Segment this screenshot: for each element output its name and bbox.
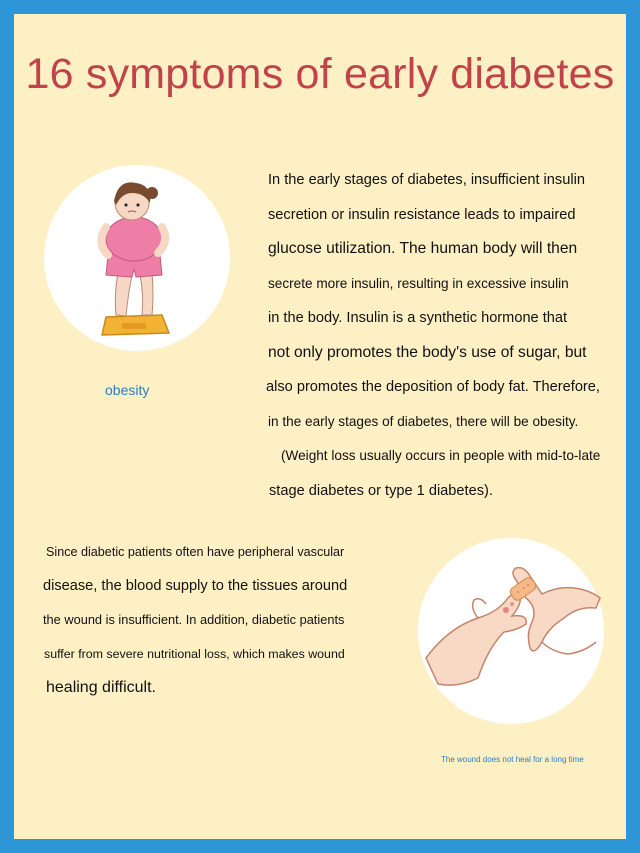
text-line: healing difficult. bbox=[46, 679, 156, 696]
text-line: not only promotes the body's use of sugar, but bbox=[268, 343, 587, 361]
text-line: secretion or insulin resistance leads to impaired bbox=[268, 206, 576, 223]
obesity-paragraph bbox=[264, 165, 614, 510]
page-title: 16 symptoms of early diabetes bbox=[25, 50, 615, 98]
text-line: Since diabetic patients often have peripheral vascular bbox=[46, 545, 345, 559]
text-line: in the early stages of diabetes, there will be obesity. bbox=[268, 413, 579, 429]
wound-paragraph bbox=[40, 540, 380, 710]
text-line: (Weight loss usually occurs in people with mid-to-late bbox=[281, 448, 601, 463]
text-line: In the early stages of diabetes, insufficient insulin bbox=[268, 172, 585, 188]
text-line: secrete more insulin, resulting in excessive insulin bbox=[268, 275, 569, 291]
text-line: stage diabetes or type 1 diabetes). bbox=[269, 482, 493, 499]
text-line: glucose utilization. The human body will then bbox=[268, 240, 578, 257]
text-line: disease, the blood supply to the tissues around bbox=[43, 578, 348, 594]
obesity-illustration bbox=[44, 165, 230, 351]
wound-illustration bbox=[418, 538, 604, 724]
text-line: the wound is insufficient. In addition, diabetic patients bbox=[43, 612, 345, 627]
text-line: suffer from severe nutritional loss, which makes wound bbox=[44, 647, 345, 661]
text-line: in the body. Insulin is a synthetic hormone that bbox=[268, 310, 568, 326]
wound-caption: The wound does not heal for a long time bbox=[441, 755, 584, 764]
bandaged-finger-icon bbox=[418, 538, 604, 724]
woman-on-scale-icon bbox=[44, 165, 230, 351]
text-line: also promotes the deposition of body fat. Therefore, bbox=[266, 379, 600, 395]
obesity-caption: obesity bbox=[105, 382, 150, 398]
